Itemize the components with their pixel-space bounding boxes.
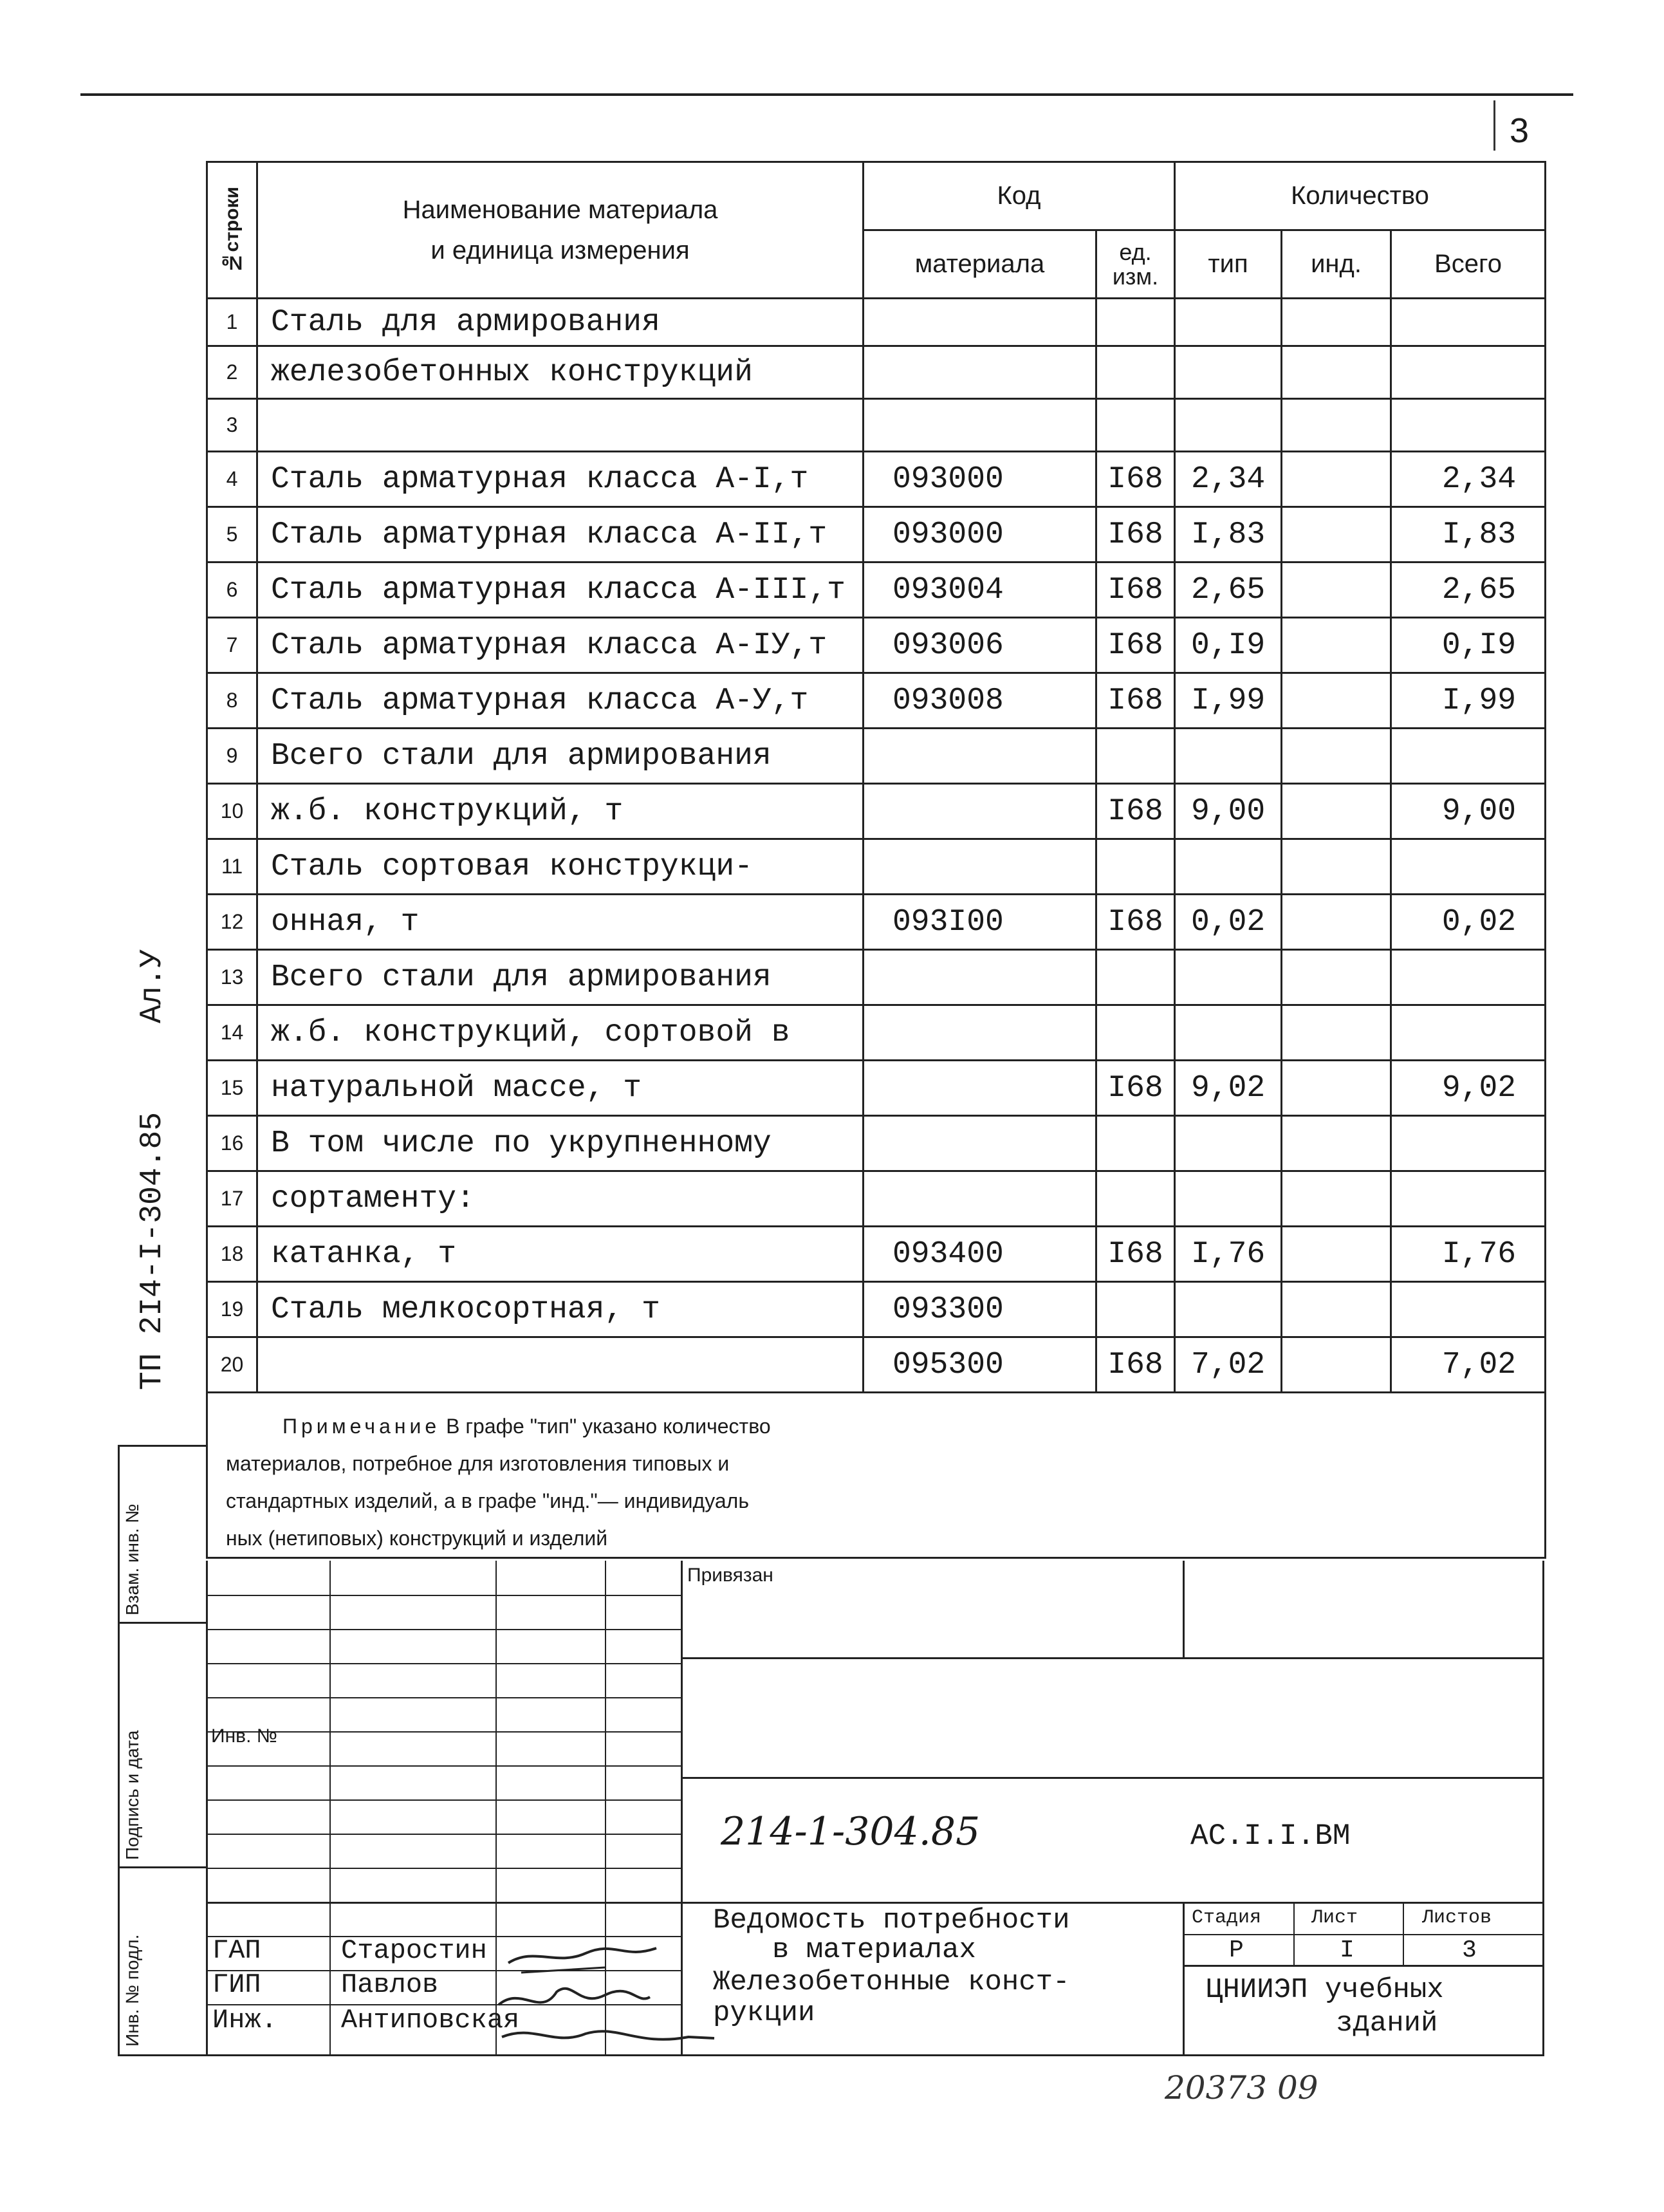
header-total: Всего bbox=[1391, 230, 1546, 299]
table-row bbox=[207, 895, 1546, 950]
row-quantity-typ bbox=[1175, 950, 1282, 1005]
row-material-code: 093000 bbox=[864, 452, 1096, 507]
row-quantity-typ bbox=[1175, 299, 1282, 346]
margin-label-vzam: Взам. инв. № bbox=[122, 1503, 142, 1615]
row-unit-code bbox=[1096, 299, 1175, 346]
row-quantity-total bbox=[1391, 729, 1546, 784]
stamp-grid-h10 bbox=[206, 1902, 1544, 1904]
table-row bbox=[207, 839, 1546, 895]
row-quantity-ind bbox=[1282, 1061, 1391, 1116]
row-unit-code bbox=[1096, 1171, 1175, 1227]
row-unit-code: I68 bbox=[1096, 452, 1175, 507]
table-row bbox=[207, 452, 1546, 507]
header-typ: тип bbox=[1175, 230, 1282, 299]
row-quantity-typ: 9,00 bbox=[1175, 784, 1282, 839]
row-quantity-ind bbox=[1282, 1227, 1391, 1282]
table-header-row-1 bbox=[207, 162, 1546, 230]
margin-bottom-border bbox=[118, 2054, 208, 2056]
table-row bbox=[207, 399, 1546, 452]
margin-label-inv-podl: Инв. № подл. bbox=[122, 1934, 142, 2047]
row-quantity-typ: I,83 bbox=[1175, 507, 1282, 562]
margin-divider-1 bbox=[118, 1622, 208, 1624]
stamp-stage-bottom-line bbox=[1183, 1965, 1544, 1967]
table-row bbox=[207, 346, 1546, 399]
note-line-2: материалов, потребное для изготовления типовых и bbox=[226, 1452, 730, 1475]
row-material-code: 093008 bbox=[864, 673, 1096, 729]
stamp-border-left bbox=[206, 1561, 208, 2056]
row-quantity-total bbox=[1391, 1005, 1546, 1061]
header-material: материала bbox=[864, 230, 1096, 299]
row-quantity-typ: 9,02 bbox=[1175, 1061, 1282, 1116]
row-quantity-typ: I,99 bbox=[1175, 673, 1282, 729]
row-quantity-total: 9,00 bbox=[1391, 784, 1546, 839]
row-unit-code bbox=[1096, 1282, 1175, 1337]
stamp-org-line2: зданий bbox=[1336, 2007, 1438, 2040]
margin-left-border bbox=[118, 1445, 120, 2056]
row-material-name: Всего стали для армирования bbox=[257, 729, 864, 784]
margin-label-signature-date: Подпись и дата bbox=[122, 1730, 142, 1860]
row-number: 2 bbox=[207, 346, 257, 399]
row-quantity-ind bbox=[1282, 895, 1391, 950]
stamp-stage-v1 bbox=[1293, 1902, 1295, 1965]
row-number: 8 bbox=[207, 673, 257, 729]
header-name-cell bbox=[257, 162, 864, 299]
row-material-name: Сталь мелкосортная, т bbox=[257, 1282, 864, 1337]
header-unit-cell bbox=[1096, 230, 1175, 299]
row-material-name: Всего стали для армирования bbox=[257, 950, 864, 1005]
stamp-stage-value: Р bbox=[1229, 1937, 1244, 1964]
row-quantity-ind bbox=[1282, 1282, 1391, 1337]
row-number: 4 bbox=[207, 452, 257, 507]
archive-number: 20373 09 bbox=[1165, 2069, 1318, 2106]
row-unit-code: I68 bbox=[1096, 673, 1175, 729]
row-unit-code: I68 bbox=[1096, 784, 1175, 839]
note-cell bbox=[207, 1393, 1546, 1558]
stamp-privyazan-divider bbox=[1183, 1561, 1185, 1657]
stamp-grid-h2 bbox=[206, 1629, 682, 1630]
stamp-sheets-value: 3 bbox=[1462, 1937, 1477, 1964]
margin-top-border bbox=[118, 1445, 208, 1447]
row-quantity-ind bbox=[1282, 784, 1391, 839]
stamp-project-code-handwritten: 214-1-304.85 bbox=[721, 1809, 981, 1854]
row-material-code bbox=[864, 784, 1096, 839]
table-row bbox=[207, 1116, 1546, 1171]
note-line-1 bbox=[226, 1408, 1544, 1445]
title-block bbox=[206, 1561, 1544, 2056]
row-number: 15 bbox=[207, 1061, 257, 1116]
row-number: 19 bbox=[207, 1282, 257, 1337]
header-row-number: №строки bbox=[221, 187, 243, 274]
row-unit-code bbox=[1096, 729, 1175, 784]
row-quantity-ind bbox=[1282, 1171, 1391, 1227]
row-quantity-total bbox=[1391, 299, 1546, 346]
table-row bbox=[207, 299, 1546, 346]
row-number: 3 bbox=[207, 399, 257, 452]
table-row bbox=[207, 1005, 1546, 1061]
stamp-col-sheet: Лист bbox=[1311, 1907, 1358, 1929]
stamp-grid-h5 bbox=[206, 1731, 682, 1733]
stamp-stage-header-line bbox=[1183, 1934, 1544, 1935]
table-row bbox=[207, 1282, 1546, 1337]
row-material-code bbox=[864, 729, 1096, 784]
row-quantity-typ: 0,I9 bbox=[1175, 618, 1282, 673]
stamp-sheet-value: I bbox=[1340, 1937, 1354, 1964]
row-quantity-total: I,76 bbox=[1391, 1227, 1546, 1282]
row-material-name: Сталь арматурная класса А-I,т bbox=[257, 452, 864, 507]
row-material-name: онная, т bbox=[257, 895, 864, 950]
stamp-role-1: ГАП bbox=[212, 1935, 261, 1966]
row-quantity-total: 0,I9 bbox=[1391, 618, 1546, 673]
stamp-doc-designation: АС.I.I.ВМ bbox=[1190, 1819, 1351, 1853]
row-quantity-total bbox=[1391, 1116, 1546, 1171]
row-quantity-total: 7,02 bbox=[1391, 1337, 1546, 1393]
header-ind: инд. bbox=[1282, 230, 1391, 299]
stamp-role-2: ГИП bbox=[212, 1969, 261, 2000]
page-number: 3 bbox=[1510, 111, 1530, 150]
row-material-name: Сталь арматурная класса А-III,т bbox=[257, 562, 864, 618]
row-quantity-typ bbox=[1175, 1282, 1282, 1337]
table-row bbox=[207, 507, 1546, 562]
stamp-grid-h8 bbox=[206, 1834, 682, 1835]
row-quantity-total: I,99 bbox=[1391, 673, 1546, 729]
row-quantity-ind bbox=[1282, 1337, 1391, 1393]
stamp-grid-v1 bbox=[329, 1561, 331, 2056]
table-row bbox=[207, 1227, 1546, 1282]
row-number: 11 bbox=[207, 839, 257, 895]
row-material-name bbox=[257, 399, 864, 452]
table-body bbox=[207, 299, 1546, 1393]
stamp-name-3: Антиповская bbox=[341, 2005, 520, 2036]
stamp-inv-no-label: Инв. № bbox=[211, 1725, 277, 1747]
side-doc-code: ТП 2I4-I-304.85 bbox=[135, 1111, 170, 1390]
header-unit-line1: ед. bbox=[1119, 238, 1152, 265]
row-quantity-typ bbox=[1175, 399, 1282, 452]
row-material-code bbox=[864, 1005, 1096, 1061]
stamp-title-line3: Железобетонные конст- bbox=[713, 1966, 1070, 1998]
row-quantity-ind bbox=[1282, 950, 1391, 1005]
table-row bbox=[207, 784, 1546, 839]
stamp-grid-h4 bbox=[206, 1697, 682, 1698]
header-row-number-cell bbox=[207, 162, 257, 299]
row-material-code: 093000 bbox=[864, 507, 1096, 562]
row-quantity-ind bbox=[1282, 562, 1391, 618]
row-material-code: 093I00 bbox=[864, 895, 1096, 950]
row-quantity-ind bbox=[1282, 452, 1391, 507]
stamp-org-line1: ЦНИИЭП учебных bbox=[1206, 1974, 1444, 2006]
note-row bbox=[207, 1393, 1546, 1558]
row-quantity-typ: I,76 bbox=[1175, 1227, 1282, 1282]
table-row bbox=[207, 1171, 1546, 1227]
row-quantity-total bbox=[1391, 950, 1546, 1005]
side-album-label: Ал.У bbox=[135, 949, 170, 1023]
row-number: 12 bbox=[207, 895, 257, 950]
row-number: 5 bbox=[207, 507, 257, 562]
row-material-code: 093006 bbox=[864, 618, 1096, 673]
row-material-name: сортаменту: bbox=[257, 1171, 864, 1227]
header-code: Код bbox=[864, 162, 1175, 230]
page-number-divider bbox=[1493, 100, 1495, 151]
row-quantity-total: 2,65 bbox=[1391, 562, 1546, 618]
row-quantity-total bbox=[1391, 399, 1546, 452]
row-material-name: Сталь для армирования bbox=[257, 299, 864, 346]
table-row bbox=[207, 562, 1546, 618]
row-number: 20 bbox=[207, 1337, 257, 1393]
row-number: 6 bbox=[207, 562, 257, 618]
row-material-name bbox=[257, 1337, 864, 1393]
stamp-col-sheets: Листов bbox=[1422, 1907, 1492, 1929]
stamp-name-2: Павлов bbox=[341, 1969, 439, 2000]
row-unit-code: I68 bbox=[1096, 1227, 1175, 1282]
note-line-3: стандартных изделий, а в графе "инд."— индивидуаль bbox=[226, 1489, 749, 1512]
row-unit-code: I68 bbox=[1096, 895, 1175, 950]
row-material-code bbox=[864, 1061, 1096, 1116]
row-quantity-typ bbox=[1175, 729, 1282, 784]
row-material-name: катанка, т bbox=[257, 1227, 864, 1282]
row-quantity-typ bbox=[1175, 346, 1282, 399]
row-material-code bbox=[864, 950, 1096, 1005]
row-unit-code: I68 bbox=[1096, 507, 1175, 562]
row-quantity-ind bbox=[1282, 1005, 1391, 1061]
stamp-h-privyazan-bottom bbox=[681, 1657, 1544, 1659]
row-unit-code bbox=[1096, 950, 1175, 1005]
stamp-role-3: Инж. bbox=[212, 2005, 277, 2036]
table-row bbox=[207, 950, 1546, 1005]
note-title: Примечание bbox=[282, 1415, 441, 1438]
row-number: 17 bbox=[207, 1171, 257, 1227]
row-material-code bbox=[864, 1171, 1096, 1227]
top-border-line bbox=[80, 93, 1573, 96]
row-material-name: ж.б. конструкций, т bbox=[257, 784, 864, 839]
table-row bbox=[207, 618, 1546, 673]
row-unit-code bbox=[1096, 1116, 1175, 1171]
row-unit-code: I68 bbox=[1096, 562, 1175, 618]
row-quantity-typ bbox=[1175, 839, 1282, 895]
row-quantity-ind bbox=[1282, 729, 1391, 784]
row-quantity-typ: 0,02 bbox=[1175, 895, 1282, 950]
stamp-title-line2: в материалах bbox=[772, 1934, 976, 1966]
row-material-name: Сталь арматурная класса А-II,т bbox=[257, 507, 864, 562]
row-number: 13 bbox=[207, 950, 257, 1005]
row-unit-code bbox=[1096, 399, 1175, 452]
row-quantity-typ: 2,34 bbox=[1175, 452, 1282, 507]
row-quantity-ind bbox=[1282, 839, 1391, 895]
stamp-grid-h1 bbox=[206, 1595, 682, 1596]
row-material-code bbox=[864, 299, 1096, 346]
row-material-name: Сталь арматурная класса А-IУ,т bbox=[257, 618, 864, 673]
row-material-code bbox=[864, 399, 1096, 452]
stamp-title-line1: Ведомость потребности bbox=[713, 1904, 1070, 1937]
table-row bbox=[207, 1061, 1546, 1116]
signatures-graphic bbox=[495, 1928, 727, 2056]
row-quantity-typ: 7,02 bbox=[1175, 1337, 1282, 1393]
margin-divider-2 bbox=[118, 1866, 208, 1868]
row-material-name: железобетонных конструкций bbox=[257, 346, 864, 399]
stamp-h-code-top bbox=[681, 1777, 1544, 1779]
note-line-4: ных (нетиповых) конструкций и изделий bbox=[226, 1527, 608, 1550]
row-material-name: Сталь сортовая конструкци- bbox=[257, 839, 864, 895]
row-quantity-typ: 2,65 bbox=[1175, 562, 1282, 618]
note-text-1: В графе "тип" указано количество bbox=[446, 1415, 771, 1438]
row-material-code bbox=[864, 1116, 1096, 1171]
row-unit-code bbox=[1096, 1005, 1175, 1061]
stamp-grid-h3 bbox=[206, 1663, 682, 1664]
stamp-grid-h7 bbox=[206, 1799, 682, 1801]
header-name-line2: и единица измерения bbox=[430, 236, 690, 265]
row-quantity-total bbox=[1391, 839, 1546, 895]
row-unit-code: I68 bbox=[1096, 618, 1175, 673]
stamp-title-divider bbox=[1183, 1902, 1185, 2056]
row-quantity-ind bbox=[1282, 507, 1391, 562]
row-material-name: В том числе по укрупненному bbox=[257, 1116, 864, 1171]
materials-table bbox=[206, 161, 1546, 1559]
row-number: 7 bbox=[207, 618, 257, 673]
row-number: 9 bbox=[207, 729, 257, 784]
row-material-name: Сталь арматурная класса А-У,т bbox=[257, 673, 864, 729]
row-quantity-ind bbox=[1282, 673, 1391, 729]
row-material-name: ж.б. конструкций, сортовой в bbox=[257, 1005, 864, 1061]
row-quantity-total bbox=[1391, 346, 1546, 399]
row-quantity-ind bbox=[1282, 399, 1391, 452]
table-row bbox=[207, 1337, 1546, 1393]
stamp-col-stage: Стадия bbox=[1192, 1907, 1262, 1929]
row-material-code bbox=[864, 839, 1096, 895]
stamp-title-line4: рукции bbox=[713, 1997, 815, 2029]
stamp-name-1: Старостин bbox=[341, 1935, 487, 1966]
row-unit-code: I68 bbox=[1096, 1061, 1175, 1116]
row-material-code: 093300 bbox=[864, 1282, 1096, 1337]
row-number: 16 bbox=[207, 1116, 257, 1171]
row-number: 18 bbox=[207, 1227, 257, 1282]
header-name-line1: Наименование материала bbox=[402, 195, 718, 224]
row-quantity-typ bbox=[1175, 1116, 1282, 1171]
row-quantity-ind bbox=[1282, 618, 1391, 673]
row-unit-code bbox=[1096, 839, 1175, 895]
stamp-border-right bbox=[1542, 1561, 1544, 2056]
row-material-name: натуральной массе, т bbox=[257, 1061, 864, 1116]
row-quantity-total bbox=[1391, 1282, 1546, 1337]
row-number: 14 bbox=[207, 1005, 257, 1061]
row-material-code: 093004 bbox=[864, 562, 1096, 618]
header-quantity: Количество bbox=[1175, 162, 1546, 230]
stamp-privyazan-label: Привязан bbox=[687, 1565, 773, 1586]
row-unit-code bbox=[1096, 346, 1175, 399]
row-material-code: 095300 bbox=[864, 1337, 1096, 1393]
table-row bbox=[207, 673, 1546, 729]
row-quantity-total: 2,34 bbox=[1391, 452, 1546, 507]
row-material-code bbox=[864, 346, 1096, 399]
row-quantity-total bbox=[1391, 1171, 1546, 1227]
row-quantity-typ bbox=[1175, 1171, 1282, 1227]
row-quantity-total: I,83 bbox=[1391, 507, 1546, 562]
stamp-stage-v2 bbox=[1403, 1902, 1404, 1965]
stamp-grid-h9 bbox=[206, 1868, 682, 1869]
header-unit-line2: изм. bbox=[1112, 263, 1159, 290]
row-quantity-total: 9,02 bbox=[1391, 1061, 1546, 1116]
row-quantity-ind bbox=[1282, 1116, 1391, 1171]
stamp-grid-h6 bbox=[206, 1765, 682, 1767]
row-number: 1 bbox=[207, 299, 257, 346]
row-number: 10 bbox=[207, 784, 257, 839]
row-quantity-total: 0,02 bbox=[1391, 895, 1546, 950]
table-row bbox=[207, 729, 1546, 784]
stamp-border-bottom bbox=[206, 2054, 1544, 2056]
row-quantity-ind bbox=[1282, 346, 1391, 399]
row-quantity-ind bbox=[1282, 299, 1391, 346]
row-material-code: 093400 bbox=[864, 1227, 1096, 1282]
row-quantity-typ bbox=[1175, 1005, 1282, 1061]
row-unit-code: I68 bbox=[1096, 1337, 1175, 1393]
